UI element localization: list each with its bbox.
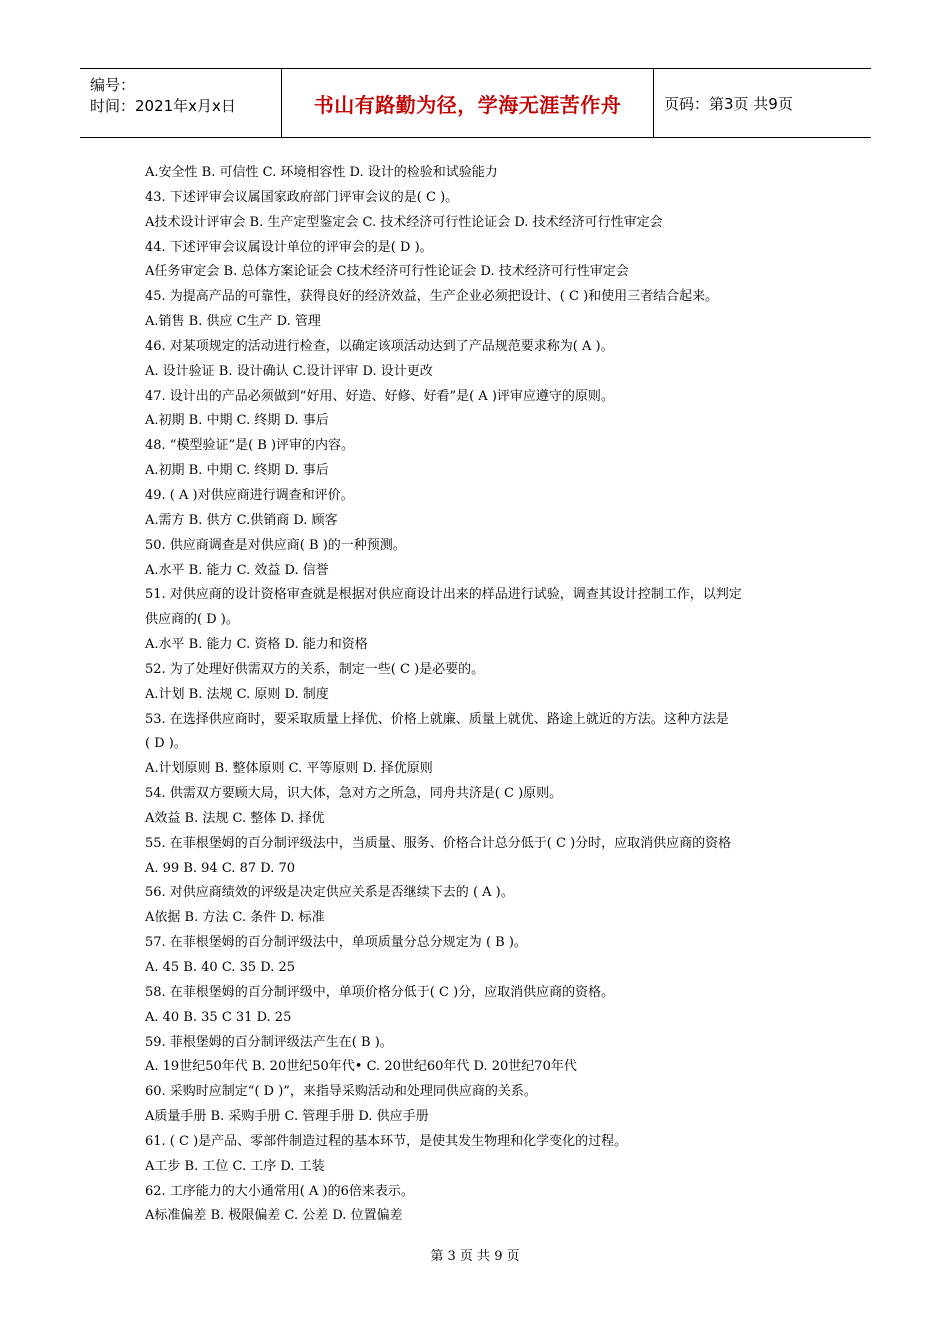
text-line: 55. 在菲根堡姆的百分制评级法中，当质量、服务、价格合计总分低于( C )分时，应取消供应商的资格: [145, 835, 732, 851]
text-line: 供应商的( D )。: [145, 612, 239, 628]
page-footer: 第 3 页 共 9 页: [430, 1249, 520, 1264]
text-line: A.安全性 B. 可信性 C. 环境相容性 D. 设计的检验和试验能力: [145, 165, 498, 180]
text-line: 52. 为了处理好供需双方的关系，制定一些( C )是必要的。: [145, 661, 485, 677]
text-line: 44. 下述评审会议属设计单位的评审会的是( D )。: [145, 239, 433, 255]
text-line: A.初期 B. 中期 C. 终期 D. 事后: [145, 463, 329, 479]
text-line: A.销售 B. 供应 C生产 D. 管理: [145, 314, 321, 330]
text-line: 61. ( C )是产品、零部件制造过程的基本环节，是使其发生物理和化学变化的过程。: [145, 1133, 628, 1149]
text-line: 43. 下述评审会议属国家政府部门评审会议的是( C )。: [145, 189, 459, 205]
text-line: A. 设计验证 B. 设计确认 C.设计评审 D. 设计更改: [145, 363, 433, 379]
header-page-number: 页码：第3页 共9页: [664, 94, 793, 113]
text-line: 58. 在菲根堡姆的百分制评级中，单项价格分低于( C )分，应取消供应商的资格。: [145, 984, 615, 1000]
text-line: A. 45 B. 40 C. 35 D. 25: [145, 960, 296, 975]
text-line: 54. 供需双方要顾大局，识大体，急对方之所急，同舟共济是( C )原则。: [145, 786, 563, 802]
header-motto: 书山有路勤为径，学海无涯苦作舟: [282, 69, 654, 137]
text-line: 56. 对供应商绩效的评级是决定供应关系是否继续下去的 ( A )。: [145, 885, 514, 901]
text-line: 46. 对某项规定的活动进行检查，以确定该项活动达到了产品规范要求称为( A )。: [145, 338, 614, 354]
document-number-label: 编号：: [90, 76, 136, 94]
text-line: A. 19世纪50年代 B. 20世纪50年代• C. 20世纪60年代 D. 20世纪70年代: [145, 1059, 577, 1075]
text-line: A任务审定会 B. 总体方案论证会 C技术经济可行性论证会 D. 技术经济可行性审定会: [145, 264, 629, 280]
document-body: [145, 161, 815, 1229]
text-line: A.计划原则 B. 整体原则 C. 平等原则 D. 择优原则: [145, 761, 433, 777]
text-line: ( D )。: [145, 736, 187, 752]
text-line: A质量手册 B. 采购手册 C. 管理手册 D. 供应手册: [145, 1109, 429, 1125]
text-line: A. 40 B. 35 C 31 D. 25: [145, 1009, 292, 1025]
text-line: A.水平 B. 能力 C. 资格 D. 能力和资格: [145, 637, 368, 653]
text-line: A工步 B. 工位 C. 工序 D. 工装: [145, 1158, 325, 1174]
page-header: [80, 68, 871, 138]
text-line: A效益 B. 法规 C. 整体 D. 择优: [145, 810, 325, 826]
text-line: 47. 设计出的产品必须做到“好用、好造、好修、好看”是( A )评审应遵守的原则。: [145, 388, 614, 404]
text-line: A.计划 B. 法规 C. 原则 D. 制度: [145, 686, 329, 702]
text-line: A.水平 B. 能力 C. 效益 D. 信誉: [145, 562, 329, 578]
text-line: A. 99 B. 94 C. 87 D. 70: [145, 860, 296, 876]
text-line: 45. 为提高产品的可靠性，获得良好的经济效益，生产企业必须把设计、( C )和使用三者结合起来。: [145, 289, 719, 305]
text-line: A标准偏差 B. 极限偏差 C. 公差 D. 位置偏差: [145, 1208, 403, 1224]
document-time-label: 时间：2021年x月x日: [90, 97, 236, 115]
text-line: 48. “模型验证”是( B )评审的内容。: [145, 438, 355, 454]
header-meta: [80, 69, 282, 137]
text-line: 51. 对供应商的设计资格审查就是根据对供应商设计出来的样品进行试验，调查其设计控制工作，以判定: [145, 587, 742, 603]
text-line: A依据 B. 方法 C. 条件 D. 标准: [145, 910, 325, 926]
text-line: 59. 菲根堡姆的百分制评级法产生在( B )。: [145, 1034, 393, 1050]
text-line: A技术设计评审会 B. 生产定型鉴定会 C. 技术经济可行性论证会 D. 技术经济可行性审定会: [145, 214, 663, 230]
text-line: 49. ( A )对供应商进行调查和评价。: [145, 487, 354, 503]
text-line: 53. 在选择供应商时，要采取质量上择优、价格上就廉、质量上就优、路途上就近的方法。这种方法是: [145, 711, 729, 727]
text-line: A.需方 B. 供方 C.供销商 D. 顾客: [145, 512, 338, 528]
text-line: A.初期 B. 中期 C. 终期 D. 事后: [145, 413, 329, 429]
text-line: 60. 采购时应制定“( D )”，来指导采购活动和处理同供应商的关系。: [145, 1084, 537, 1100]
text-line: 50. 供应商调查是对供应商( B )的一种预测。: [145, 537, 406, 553]
text-line: 57. 在菲根堡姆的百分制评级法中，单项质量分总分规定为 ( B )。: [145, 935, 527, 951]
text-line: 62. 工序能力的大小通常用( A )的6倍来表示。: [145, 1183, 414, 1199]
